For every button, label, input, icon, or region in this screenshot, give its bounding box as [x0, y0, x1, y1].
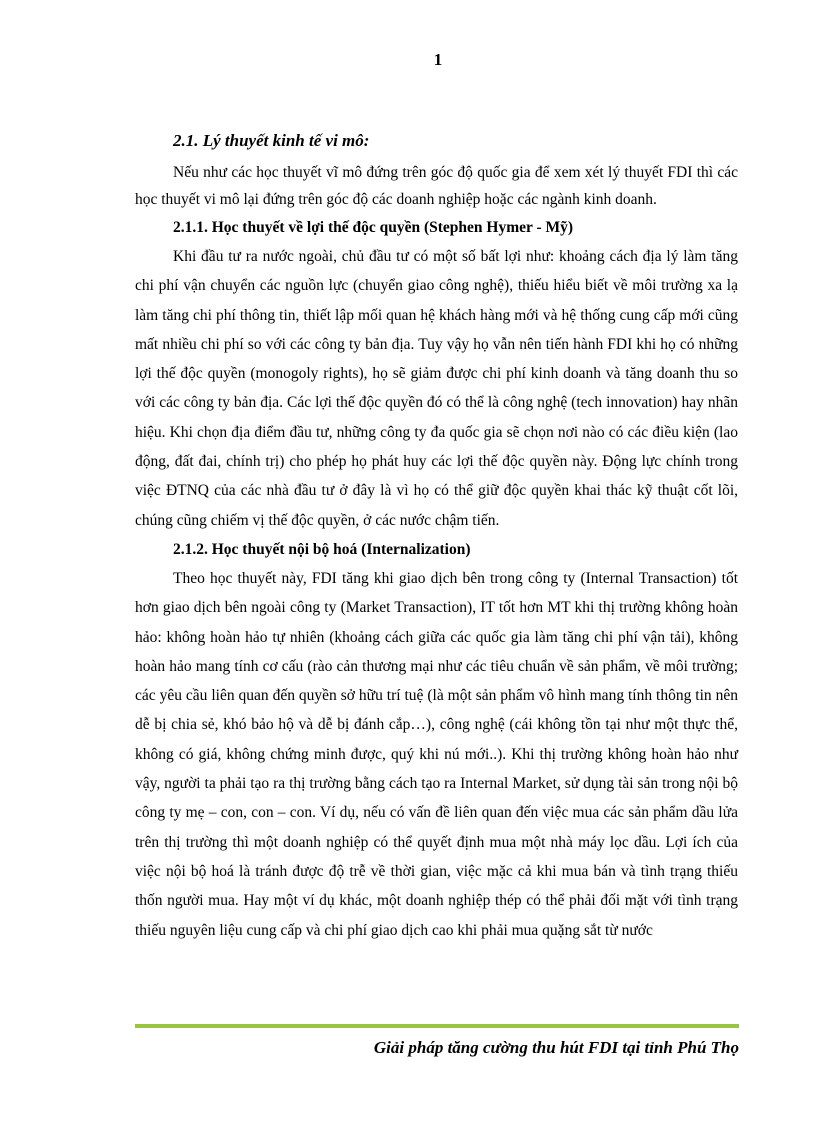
page-number: 1 — [433, 50, 443, 69]
document-body — [135, 127, 738, 945]
footer-title: Giải pháp tăng cường thu hút FDI tại tỉnh Phú Thọ — [373, 1038, 739, 1057]
subsection-2-body: Theo học thuyết này, FDI tăng khi giao dịch bên trong công ty (Internal Transaction) tốt hơn giao dịch bên ngoài công ty (Market Transaction), IT tốt hơn MT khi thị trường không hoàn hảo: không hoàn hảo tự nhiên (khoảng cách giữa các quốc gia làm tăng chi phí vận tải), không hoàn hảo mang tính cơ cấu (rào cản thương mại như các tiêu chuẩn về sản phẩm, về môi trường; các yêu cầu liên quan đến quyền sở hữu trí tuệ (là một sản phẩm vô hình mang tính thông tin nên dễ bị chia sẻ, khó bảo hộ và dễ bị đánh cắp…), công nghệ (cái không tồn tại như một thực thể, không có giá, không chứng minh được, quý khi nú mới..). Khi thị trường không hoàn hảo như vậy, người ta phải tạo ra thị trường bằng cách tạo ra Internal Market, sử dụng tài sản trong nội bộ công ty mẹ – con, con – con. Ví dụ, nếu có vấn đề liên quan đến việc mua các sản phẩm dầu lửa trên thị trường thì một doanh nghiệp có thể quyết định mua một nhà máy lọc dầu. Lợi ích của việc nội bộ hoá là tránh được độ trễ về thời gian, việc mặc cả khi mua bán và tình trạng thiếu thốn người mua. Hay một ví dụ khác, một doanh nghiệp thép có thể phải đối mặt với tình trạng thiếu nguyên liệu cung cấp và chi phí giao dịch cao khi phải mua quặng sắt từ nước — [135, 569, 738, 939]
subsection-2-title: 2.1.2. Học thuyết nội bộ hoá (Internalization) — [173, 540, 471, 558]
subsection-1-body: Khi đầu tư ra nước ngoài, chủ đầu tư có một số bất lợi như: khoảng cách địa lý làm tăng chi phí vận chuyển các nguồn lực (chuyển giao công nghệ), thiếu hiểu biết về môi trường xa lạ làm tăng chi phí thông tin, thiết lập mối quan hệ khách hàng mới và hệ thống cung cấp mới cũng mất nhiều chi phí so với các công ty bản địa. Tuy vậy họ vẫn nên tiến hành FDI khi họ có những lợi thế độc quyền (monogoly rights), họ sẽ giảm được chi phí kinh doanh và tăng doanh thu so với các công ty bản địa. Các lợi thế độc quyền đó có thể là công nghệ (tech innovation) hay nhãn hiệu. Khi chọn địa điểm đầu tư, những công ty đa quốc gia sẽ chọn nơi nào có các điều kiện (lao động, đất đai, chính trị) cho phép họ phát huy các lợi thế độc quyền này. Động lực chính trong việc ĐTNQ của các nhà đầu tư ở đây là vì họ có thể giữ độc quyền khai thác kỹ thuật cốt lõi, chúng cũng chiếm vị thế độc quyền, ở các nước chậm tiến. — [135, 248, 738, 529]
footer-rule — [135, 1024, 739, 1028]
section-heading: 2.1. Lý thuyết kinh tế vi mô: — [173, 131, 370, 150]
subsection-1-title: 2.1.1. Học thuyết về lợi thế độc quyền (Stephen Hymer - Mỹ) — [173, 219, 574, 236]
section-intro: Nếu như các học thuyết vĩ mô đứng trên góc độ quốc gia để xem xét lý thuyết FDI thì các học thuyết vi mô lại đứng trên góc độ các doanh nghiệp hoặc các ngành kinh doanh. — [135, 164, 738, 208]
